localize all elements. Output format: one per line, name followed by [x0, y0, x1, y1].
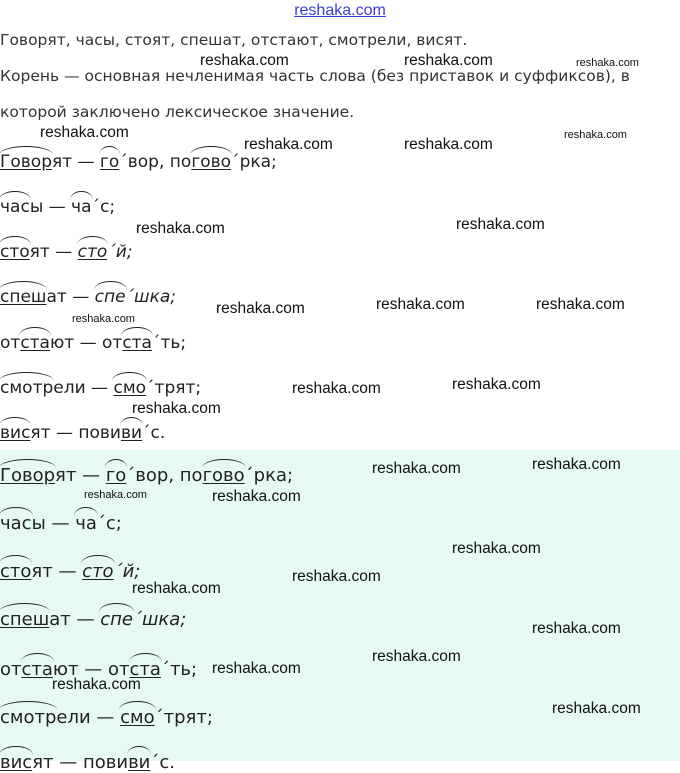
watermark: reshaka.com: [532, 620, 621, 637]
watermark: reshaka.com: [292, 568, 381, 585]
watermark: reshaka.com: [40, 124, 129, 141]
watermark: reshaka.com: [456, 216, 545, 233]
watermark: reshaka.com: [404, 136, 493, 153]
watermark: reshaka.com: [72, 313, 135, 325]
word-row: смотрели — смо´трят;: [0, 707, 213, 728]
word-row: отстают — отста´ть;: [0, 333, 187, 353]
watermark: reshaka.com: [372, 460, 461, 477]
watermark: reshaka.com: [292, 380, 381, 397]
watermark: reshaka.com: [552, 700, 641, 717]
watermark: reshaka.com: [564, 129, 627, 141]
watermark: reshaka.com: [212, 488, 301, 505]
watermark: reshaka.com: [132, 580, 221, 597]
watermark: reshaka.com: [452, 540, 541, 557]
watermark: reshaka.com: [576, 57, 639, 69]
word-row: спешат — спе´шка;: [0, 287, 177, 307]
watermark: reshaka.com: [84, 489, 147, 501]
word-row: висят — повиви´с.: [0, 423, 166, 443]
word-row: Говорят — го´вор, погово´рка;: [0, 152, 277, 172]
watermark: reshaka.com: [200, 52, 289, 69]
watermark: reshaka.com: [536, 296, 625, 313]
watermark: reshaka.com: [452, 376, 541, 393]
site-link[interactable]: reshaka.com: [294, 2, 386, 19]
watermark: reshaka.com: [216, 300, 305, 317]
definition-line-2: которой заключено лексическое значение.: [0, 103, 355, 121]
word-row: часы — ча´с;: [0, 197, 116, 217]
watermark: reshaka.com: [244, 136, 333, 153]
watermark: reshaka.com: [532, 456, 621, 473]
task-words: Говорят, часы, стоят, спешат, отстают, смотрели, висят.: [0, 31, 468, 49]
watermark: reshaka.com: [132, 400, 221, 417]
watermark: reshaka.com: [52, 676, 141, 693]
word-row: стоят — сто´й;: [0, 242, 133, 262]
word-row: смотрели — смо´трят;: [0, 378, 202, 398]
watermark: reshaka.com: [136, 220, 225, 237]
word-row: стоят — сто´й;: [0, 561, 141, 582]
word-row: Говорят — го´вор, погово´рка;: [0, 465, 294, 486]
watermark: reshaka.com: [376, 296, 465, 313]
definition-line-1: Корень — основная нечленимая часть слова (без приставок и суффиксов), в: [0, 67, 630, 85]
word-row: спешат — спе´шка;: [0, 609, 187, 630]
word-row: часы — ча´с;: [0, 513, 122, 534]
watermark: reshaka.com: [372, 648, 461, 665]
watermark: reshaka.com: [404, 52, 493, 69]
watermark: reshaka.com: [212, 660, 301, 677]
word-row: отстают — отста´ть;: [0, 659, 198, 680]
word-row: висят — повиви´с.: [0, 752, 175, 773]
